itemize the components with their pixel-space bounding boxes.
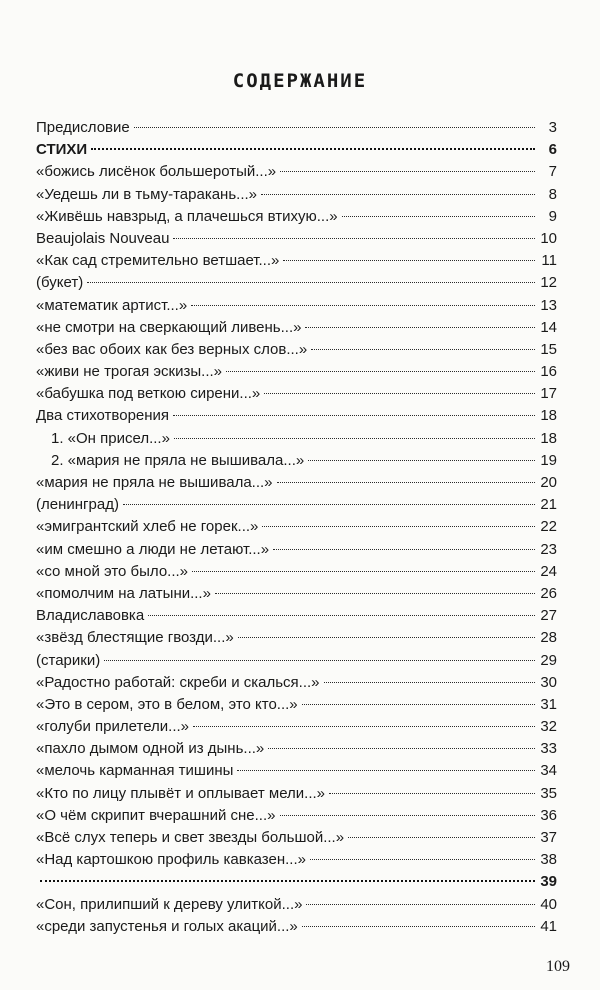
toc-leader-dots — [237, 770, 535, 771]
toc-leader-dots — [215, 593, 535, 594]
toc-leader-dots — [329, 793, 535, 794]
toc-entry — [36, 117, 557, 139]
toc-entry — [36, 694, 557, 716]
toc-leader-dots — [87, 282, 535, 283]
toc-leader-dots — [173, 415, 535, 416]
toc-entry-page: 27 — [540, 607, 557, 625]
toc-entry — [36, 450, 557, 472]
toc-entry — [36, 339, 557, 361]
toc-entry — [36, 871, 557, 893]
toc-entry-title: 1. «Он присел...» — [51, 429, 170, 447]
toc-entry-page: 29 — [540, 651, 557, 669]
toc-entry-page: 7 — [548, 163, 557, 181]
toc-entry — [36, 383, 557, 405]
toc-leader-dots — [324, 682, 535, 683]
toc-entry-page: 30 — [540, 673, 557, 691]
toc-leader-dots — [308, 460, 535, 461]
toc-entry-title: «Над картошкою профиль кавказен...» — [36, 851, 306, 869]
toc-entry-page: 16 — [540, 363, 557, 381]
toc-entry-title: Beaujolais Nouveau — [36, 229, 170, 247]
toc-leader-dots — [262, 526, 535, 527]
toc-leader-dots — [192, 571, 535, 572]
toc-entry — [36, 672, 557, 694]
toc-entry — [36, 916, 557, 938]
toc-entry-page: 11 — [541, 252, 557, 270]
toc-entry-title: «мария не пряла не вышивала...» — [36, 474, 273, 491]
toc-entry-page: 33 — [540, 740, 557, 758]
toc-leader-dots — [226, 371, 535, 372]
toc-entry-title: «Уедешь ли в тьму-таракань...» — [36, 185, 257, 203]
toc-leader-dots — [302, 926, 535, 927]
toc-entry-title: «звёзд блестящие гвозди...» — [36, 629, 234, 647]
toc-leader-dots — [311, 349, 535, 350]
toc-entry — [36, 805, 557, 827]
toc-entry-page: 34 — [540, 762, 557, 780]
toc-entry-page: 10 — [540, 229, 557, 247]
toc-entry-page: 26 — [540, 584, 557, 602]
toc-leader-dots — [277, 482, 535, 483]
toc-entry-title: «Всё слух теперь и свет звезды большой...» — [36, 829, 345, 846]
toc-entry-page: 39 — [540, 873, 557, 891]
toc-leader-dots — [280, 171, 535, 172]
toc-leader-dots — [91, 148, 535, 150]
toc-leader-dots — [283, 260, 535, 261]
page-number: 109 — [546, 958, 570, 975]
toc-leader-dots — [173, 238, 535, 239]
toc-entry-title: «Сон, прилипший к дереву улиткой...» — [36, 895, 303, 913]
page-title: СОДЕРЖАНИЕ — [232, 70, 368, 92]
toc-entry-title: «со мной это было...» — [36, 562, 189, 580]
toc-entry-title: «голуби прилетели...» — [36, 718, 190, 736]
toc-entry-title: «эмигрантский хлеб не горек...» — [36, 518, 259, 536]
table-of-contents — [36, 117, 557, 938]
toc-entry-page: 35 — [540, 784, 557, 802]
toc-entry — [36, 161, 557, 183]
toc-entry-page: 3 — [548, 119, 557, 136]
toc-entry-title: (букет) — [36, 274, 84, 292]
toc-leader-dots — [264, 393, 535, 394]
toc-leader-dots — [174, 438, 535, 439]
toc-entry — [36, 827, 557, 849]
toc-entry — [36, 295, 557, 317]
toc-entry-title: «Это в сером, это в белом, это кто...» — [36, 695, 298, 713]
toc-leader-dots — [348, 837, 535, 838]
toc-entry — [36, 894, 557, 916]
toc-entry-page: 12 — [540, 274, 557, 292]
toc-leader-dots — [280, 815, 536, 816]
toc-entry-page: 18 — [540, 407, 557, 425]
toc-leader-dots — [305, 327, 535, 328]
toc-entry — [36, 561, 557, 583]
toc-entry — [36, 783, 557, 805]
toc-entry — [36, 250, 557, 272]
toc-leader-dots — [261, 194, 535, 195]
toc-entry-page: 9 — [548, 207, 557, 225]
toc-entry-title: Два стихотворения — [36, 407, 170, 425]
toc-leader-dots — [134, 127, 535, 128]
toc-entry-page: 40 — [540, 895, 557, 913]
toc-entry — [36, 849, 557, 871]
toc-entry-page: 41 — [540, 917, 557, 935]
toc-entry — [36, 228, 557, 250]
toc-leader-dots — [238, 637, 535, 638]
toc-leader-dots — [191, 305, 535, 306]
toc-entry-title: «О чём скрипит вчерашний сне...» — [36, 806, 276, 824]
toc-entry-page: 15 — [540, 340, 557, 358]
toc-entry-page: 37 — [540, 829, 557, 846]
toc-entry-title: «без вас обоих как без верных слов...» — [36, 340, 308, 358]
toc-leader-dots — [123, 504, 535, 505]
toc-entry — [36, 184, 557, 206]
toc-entry-title: «живи не трогая эскизы...» — [36, 363, 222, 381]
toc-entry-title: «Живёшь навзрыд, а плачешься втихую...» — [36, 207, 338, 225]
toc-entry-page: 23 — [540, 540, 557, 558]
toc-entry-page: 21 — [540, 496, 557, 514]
toc-entry-title: «божись лисёнок большеротый...» — [36, 163, 277, 181]
toc-entry-title: «пахло дымом одной из дынь...» — [36, 740, 265, 758]
toc-entry — [36, 472, 557, 494]
toc-entry — [36, 317, 557, 339]
toc-entry-title: «не смотри на сверкающий ливень...» — [36, 318, 302, 336]
toc-entry — [36, 650, 557, 672]
toc-entry-page: 31 — [540, 695, 557, 713]
toc-entry-page: 6 — [548, 141, 557, 159]
toc-entry-page: 28 — [540, 629, 557, 647]
toc-entry — [36, 361, 557, 383]
toc-entry — [36, 760, 557, 782]
toc-entry-title: «мелочь карманная тишины — [36, 762, 234, 780]
toc-entry-title: Предисловие — [36, 119, 130, 136]
toc-entry — [36, 272, 557, 294]
toc-leader-dots — [310, 859, 535, 860]
toc-entry — [36, 738, 557, 760]
toc-entry-title: «им смешно а люди не летают...» — [36, 540, 270, 558]
toc-entry-title: «помолчим на латыни...» — [36, 584, 211, 602]
toc-leader-dots — [268, 748, 535, 749]
toc-entry — [36, 206, 557, 228]
toc-entry-title: «Кто по лицу плывёт и оплывает мели...» — [36, 784, 326, 802]
toc-leader-dots — [273, 549, 535, 550]
toc-entry-title: «бабушка под веткою сирени...» — [36, 385, 261, 403]
toc-entry-title: Владиславовка — [36, 607, 145, 625]
toc-entry-page: 14 — [540, 318, 557, 336]
toc-entry — [36, 539, 557, 561]
toc-entry-title: «среди запустенья и голых акаций...» — [36, 917, 298, 935]
toc-entry-page: 32 — [540, 718, 557, 736]
toc-entry — [36, 583, 557, 605]
toc-entry — [36, 516, 557, 538]
toc-leader-dots — [193, 726, 535, 727]
toc-entry-title: (старики) — [36, 651, 101, 669]
toc-entry — [36, 627, 557, 649]
toc-entry-page: 38 — [540, 851, 557, 869]
toc-entry — [36, 605, 557, 627]
toc-leader-dots — [40, 880, 535, 882]
toc-entry — [36, 405, 557, 427]
toc-entry — [36, 494, 557, 516]
toc-leader-dots — [342, 216, 535, 217]
toc-entry-page: 22 — [540, 518, 557, 536]
toc-leader-dots — [302, 704, 535, 705]
toc-entry — [36, 428, 557, 450]
toc-leader-dots — [148, 615, 535, 616]
toc-entry-page: 20 — [540, 474, 557, 491]
toc-leader-dots — [306, 904, 535, 905]
toc-leader-dots — [104, 660, 535, 661]
toc-entry-title: «Как сад стремительно ветшает...» — [36, 252, 280, 270]
toc-entry — [36, 139, 557, 161]
toc-entry-page: 17 — [540, 385, 557, 403]
toc-entry-title: (ленинград) — [36, 496, 119, 514]
toc-entry-page: 18 — [540, 429, 557, 447]
toc-entry-title: 2. «мария не пряла не вышивала...» — [51, 451, 305, 469]
toc-entry-page: 19 — [540, 451, 557, 469]
toc-entry-page: 24 — [540, 562, 557, 580]
toc-entry-page: 36 — [540, 806, 557, 824]
toc-entry-title: СТИХИ — [36, 141, 88, 159]
toc-entry-page: 8 — [548, 185, 557, 203]
toc-entry — [36, 716, 557, 738]
toc-entry-title: «математик артист...» — [36, 296, 188, 314]
toc-entry-page: 13 — [540, 296, 557, 314]
toc-entry-title: «Радостно работай: скреби и скалься...» — [36, 673, 320, 691]
